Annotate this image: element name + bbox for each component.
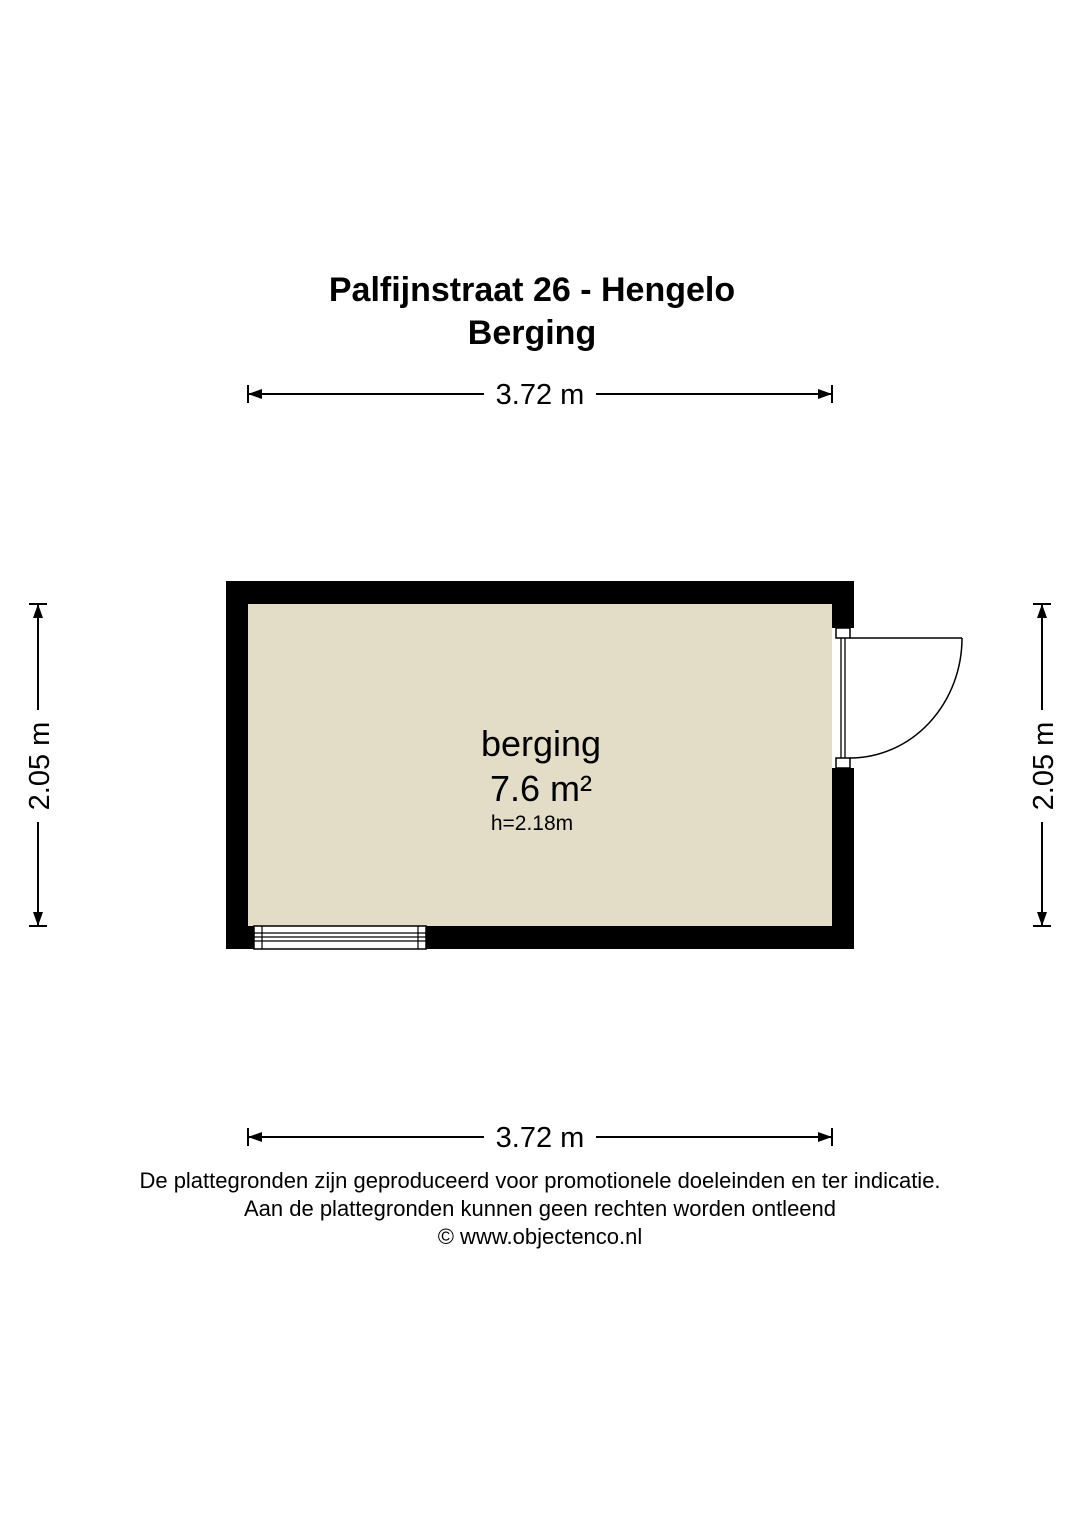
door-opening <box>832 628 854 768</box>
window-bottom <box>254 926 426 949</box>
wall-bottom-left-stub <box>226 926 254 949</box>
wall-bottom <box>426 926 854 949</box>
door-jamb-top <box>836 628 850 638</box>
wall-left <box>226 581 248 949</box>
wall-right-top <box>832 581 854 628</box>
wall-right-bottom <box>832 768 854 949</box>
door-jamb-bottom <box>836 758 850 768</box>
door-swing-arc <box>850 638 962 758</box>
room-floor <box>248 604 832 926</box>
door-right <box>832 628 962 768</box>
plan-title-floor: Berging <box>467 314 597 352</box>
dimension-label-left: 2.05 m <box>24 721 56 811</box>
plan-title-address: Palfijnstraat 26 - Hengelo <box>328 271 736 309</box>
copyright-line: © www.objectenco.nl <box>437 1224 643 1249</box>
dimension-label-bottom: 3.72 m <box>495 1122 585 1154</box>
dimension-left <box>24 604 56 926</box>
room-name: berging <box>480 723 602 764</box>
room-area: 7.6 m² <box>489 768 593 809</box>
room-height: h=2.18m <box>490 812 574 835</box>
disclaimer-line-2: Aan de plattegronden kunnen geen rechten worden ontleend <box>243 1196 837 1221</box>
dimension-bottom <box>248 1122 832 1154</box>
dimension-label-top: 3.72 m <box>495 379 585 411</box>
dimension-top <box>248 379 832 411</box>
dimension-right <box>1028 604 1060 926</box>
wall-top <box>226 581 854 604</box>
dimension-label-right: 2.05 m <box>1028 721 1060 811</box>
disclaimer-line-1: De plattegronden zijn geproduceerd voor promotionele doeleinden en ter indicatie. <box>139 1168 941 1193</box>
